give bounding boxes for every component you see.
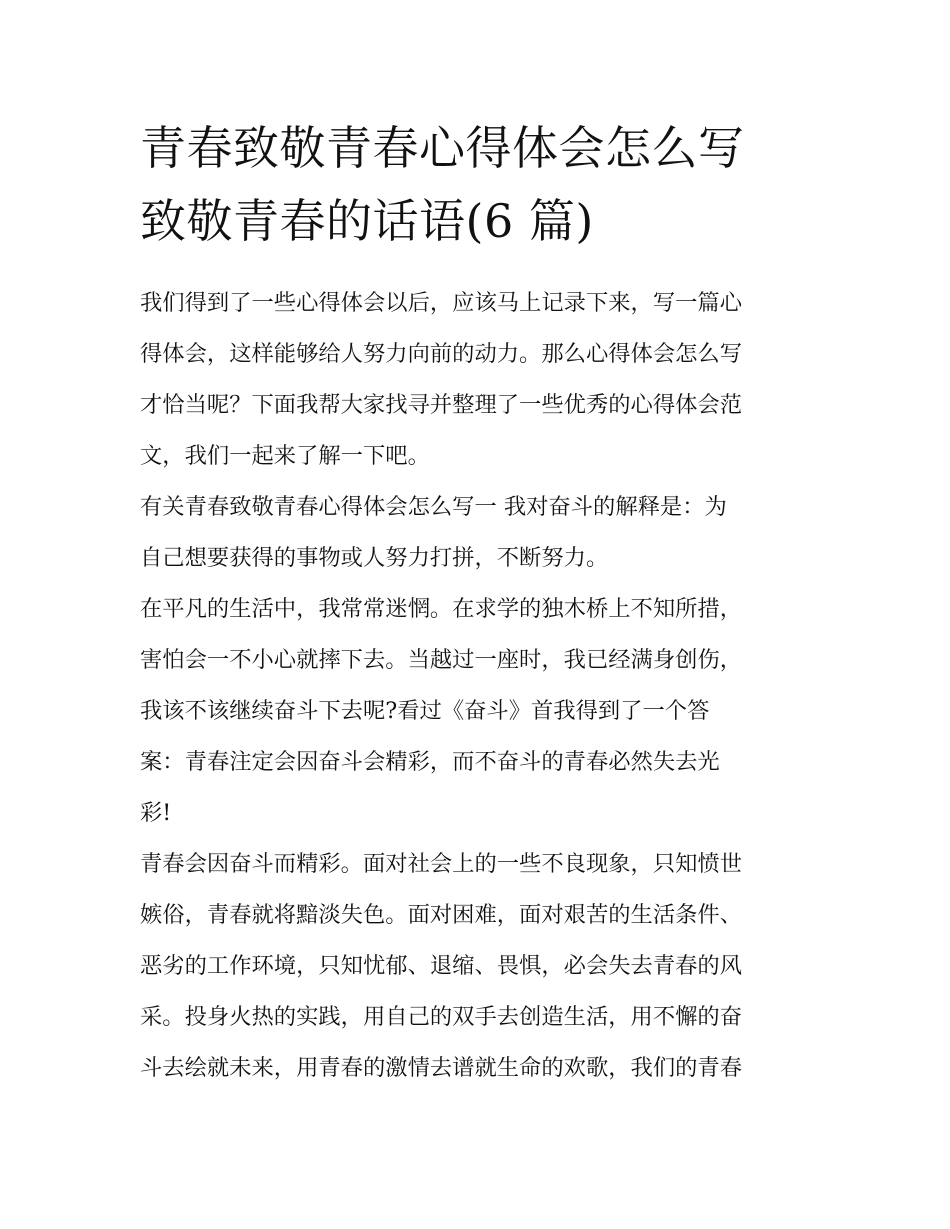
title-line-1: 青春致敬青春心得体会怎么写	[140, 121, 745, 175]
body-line: 案：青春注定会因奋斗会精彩，而不奋斗的青春必然失去光	[140, 749, 720, 775]
body-line: 斗去绘就未来，用青春的激情去谱就生命的欢歌，我们的青春	[140, 1055, 743, 1081]
body-line: 害怕会一不小心就摔下去。当越过一座时，我已经满身创伤，	[140, 647, 743, 673]
document-title	[140, 112, 820, 258]
body-line: 文，我们一起来了解一下吧。	[140, 443, 430, 469]
body-line: 有关青春致敬青春心得体会怎么写一 我对奋斗的解释是：为	[140, 494, 727, 520]
body-line: 采。投身火热的实践，用自己的双手去创造生活，用不懈的奋	[140, 1004, 743, 1030]
body-line: 嫉俗，青春就将黯淡失色。面对困难，面对艰苦的生活条件、	[140, 902, 743, 928]
body-line: 自己想要获得的事物或人努力打拼，不断努力。	[140, 545, 609, 571]
body-line: 才恰当呢？下面我帮大家找寻并整理了一些优秀的心得体会范	[140, 392, 743, 418]
body-line: 恶劣的工作环境，只知忧郁、退缩、畏惧，必会失去青春的风	[140, 953, 743, 979]
title-line-2: 致敬青春的话语(6 篇)	[140, 194, 594, 248]
body-line: 我该不该继续奋斗下去呢?看过《奋斗》首我得到了一个答	[140, 698, 710, 724]
body-line: 在平凡的生活中，我常常迷惘。在求学的独木桥上不知所措，	[140, 596, 743, 622]
document-body	[140, 278, 815, 1094]
body-line: 彩!	[140, 800, 172, 826]
body-line: 我们得到了一些心得体会以后，应该马上记录下来，写一篇心	[140, 290, 743, 316]
body-line: 得体会，这样能够给人努力向前的动力。那么心得体会怎么写	[140, 341, 743, 367]
body-line: 青春会因奋斗而精彩。面对社会上的一些不良现象，只知愤世	[140, 851, 743, 877]
